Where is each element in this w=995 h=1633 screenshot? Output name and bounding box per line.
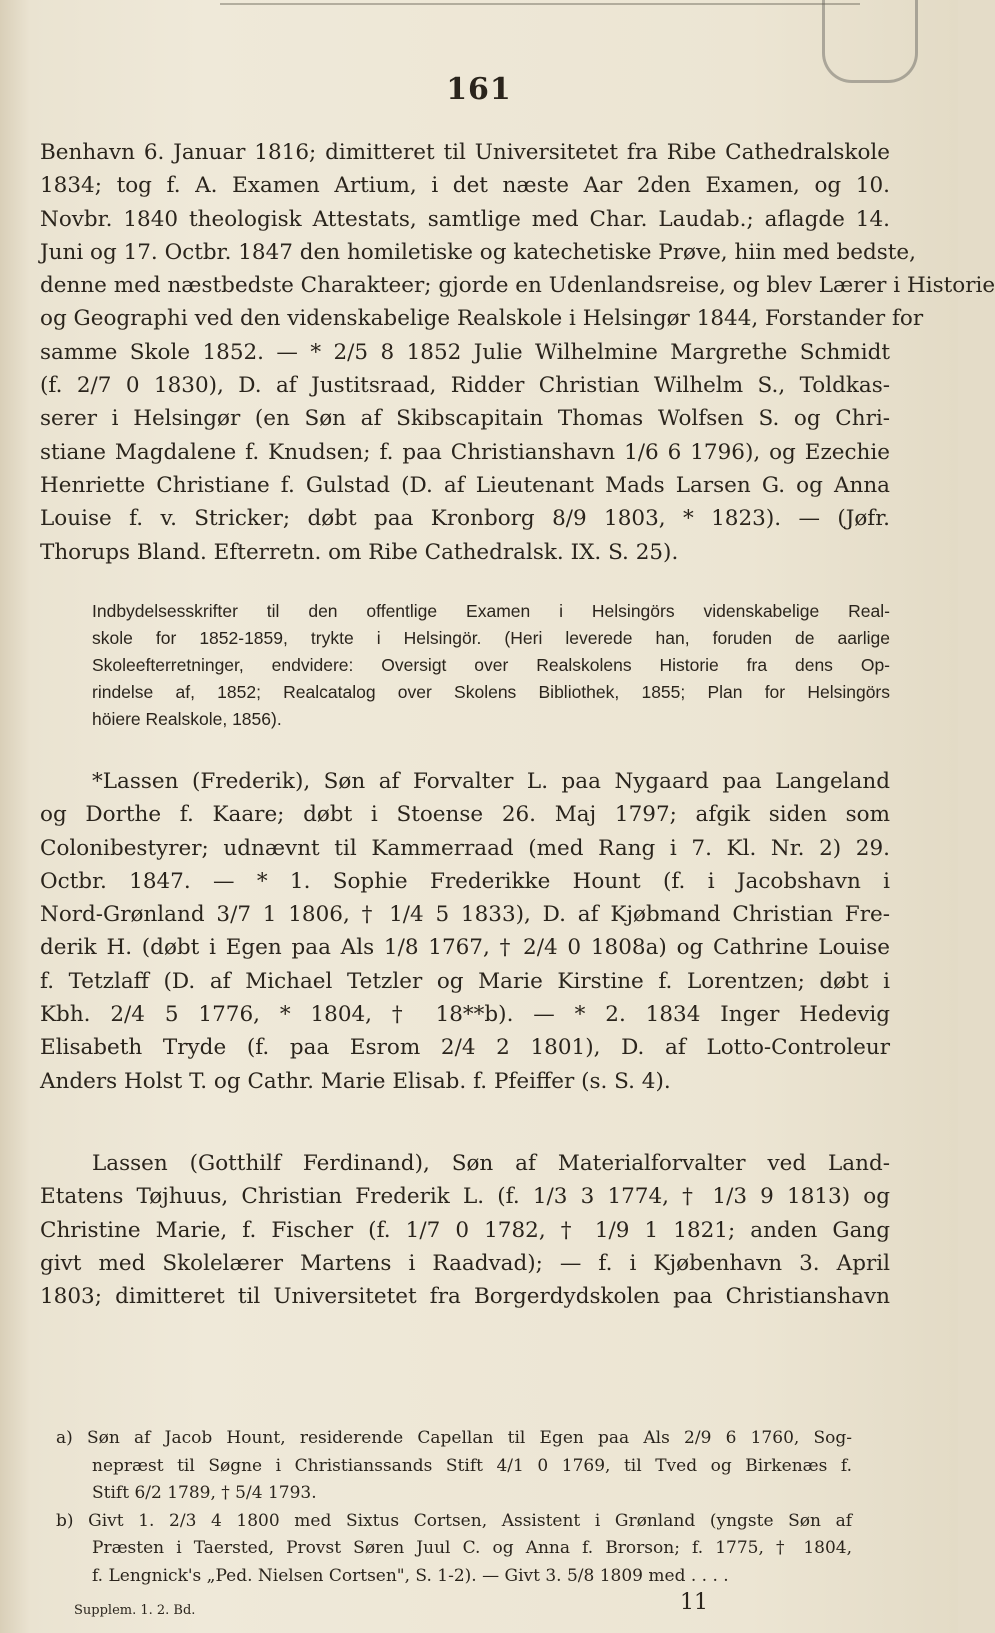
- footnote-line: Præsten i Taersted, Provst Søren Juul C. og Anna f. Brorson; f. 1775, † 1804,: [92, 1538, 852, 1558]
- entry-continuation: [40, 136, 995, 569]
- entry-heading-line: *Lassen (Frederik), Søn af Forvalter L. paa Nygaard paa Langeland: [92, 769, 890, 794]
- text-line: Novbr. 1840 theologisk Attestats, samtlige med Char. Laudab.; aflagde 14.: [40, 206, 890, 232]
- text-line: Colonibestyrer; udnævnt til Kammerraad (med Rang i 7. Kl. Nr. 2) 29.: [40, 835, 890, 861]
- text-line: og Dorthe f. Kaare; døbt i Stoense 26. Maj 1797; afgik siden som: [40, 802, 890, 828]
- text-line: (f. 2/7 0 1830), D. af Justitsraad, Ridder Christian Wilhelm S., Toldkas-: [40, 373, 890, 399]
- footnote-line: b) Givt 1. 2/3 4 1800 med Sixtus Cortsen, Assistent i Grønland (yngste Søn af: [56, 1510, 852, 1531]
- text-line: Juni og 17. Octbr. 1847 den homiletiske og katechetiske Prøve, hiin med bedste,: [40, 239, 916, 265]
- text-line: Louise f. v. Stricker; døbt paa Kronborg 8/9 1803, * 1823). — (Jøfr.: [40, 506, 890, 532]
- footnote-line: Stift 6/2 1789, † 5/4 1793.: [92, 1483, 317, 1503]
- biblio-line: Skoleefterretninger, endvidere: Oversigt over Realskolens Historie fra dens Op-: [92, 655, 890, 675]
- text-line: Henriette Christiane f. Gulstad (D. af Lieutenant Mads Larsen G. og Anna: [40, 472, 890, 498]
- text-line: 1834; tog f. A. Examen Artium, i det næste Aar 2den Examen, og 10.: [40, 173, 890, 199]
- text-line: Octbr. 1847. — * 1. Sophie Frederikke Hount (f. i Jacobshavn i: [40, 868, 890, 894]
- entry-lassen-gotthilf: [40, 1147, 890, 1313]
- text-line: derik H. (døbt i Egen paa Als 1/8 1767, † 2/4 0 1808a) og Cathrine Louise: [40, 935, 890, 961]
- biblio-line: Indbydelsesskrifter til den offentlige Examen i Helsingörs videnskabelige Real-: [92, 601, 890, 621]
- text-line: Kbh. 2/4 5 1776, * 1804, † 18**b). — * 2. 1834 Inger Hedevig: [40, 1002, 890, 1028]
- text-line: samme Skole 1852. — * 2/5 8 1852 Julie Wilhelmine Margrethe Schmidt: [40, 339, 890, 365]
- text-line: givt med Skolelærer Martens i Raadvad); — f. i Kjøbenhavn 3. April: [40, 1250, 890, 1276]
- text-line: Elisabeth Trydе (f. paa Esrom 2/4 2 1801), D. af Lotto-Controleur: [40, 1035, 890, 1061]
- bibliography-block: [92, 598, 890, 733]
- text-line: Thorups Bland. Efterretn. om Ribe Cathedralsk. IX. S. 25).: [40, 539, 679, 565]
- signature-mark: Supplem. 1. 2. Bd.: [74, 1603, 196, 1618]
- text-line: og Geographi ved den videnskabelige Realskole i Helsingør 1844, Forstander for: [40, 306, 924, 332]
- biblio-line: höiere Realskole, 1856).: [92, 709, 282, 729]
- footnote-line: nepræst til Søgne i Christianssands Stift 4/1 0 1769, til Tved og Birkenæs f.: [92, 1455, 852, 1476]
- text-line: 1803; dimitteret til Universitetet fra Borgerdydskolen paa Christianshavn: [40, 1284, 890, 1310]
- text-line: Nord-Grønland 3/7 1 1806, † 1/4 5 1833), D. af Kjøbmand Christian Fre-: [40, 902, 890, 928]
- text-line: denne med næstbedste Charakteer; gjorde en Udenlandsreise, og blev Lærer i Historie: [40, 273, 995, 299]
- footnote-line: f. Lengnick's „Ped. Nielsen Cortsen", S. 1-2). — Givt 3. 5/8 1809 med . . . .: [92, 1565, 729, 1586]
- text-line: Etatens Tøjhuus, Christian Frederik L. (f. 1/3 3 1774, † 1/3 9 1813) og: [40, 1184, 890, 1210]
- entry-lassen-frederik: [40, 765, 890, 1098]
- text-line: Benhavn 6. Januar 1816; dimitteret til Universitetet fra Ribe Cathedralskole: [40, 140, 890, 165]
- text-line: Anders Holst T. og Cathr. Marie Elisab. f. Pfeiffer (s. S. 4).: [40, 1068, 671, 1094]
- page-corner-mark: [822, 0, 918, 83]
- text-line: f. Tetzlaff (D. af Michael Tetzler og Marie Kirstine f. Lorentzen; døbt i: [40, 968, 890, 994]
- text-line: serer i Helsingør (en Søn af Skibscapitain Thomas Wolfsen S. og Chri-: [40, 406, 890, 432]
- page-number: 161: [446, 72, 512, 107]
- entry-heading-line: Lassen (Gotthilf Ferdinand), Søn af Materialforvalter ved Land-: [92, 1151, 890, 1176]
- sheet-number: 11: [680, 1590, 708, 1615]
- footnotes: [56, 1425, 852, 1590]
- biblio-line: skole for 1852-1859, trykte i Helsingör. (Heri leverede han, foruden de aarlige: [92, 628, 890, 648]
- top-edge-line: [220, 3, 860, 5]
- biblio-line: rindelse af, 1852; Realcatalog over Skolens Bibliothek, 1855; Plan for Helsingörs: [92, 682, 890, 702]
- text-line: stiane Magdalene f. Knudsen; f. paa Christianshavn 1/6 6 1796), og Ezechie: [40, 439, 890, 465]
- text-line: Christine Marie, f. Fischer (f. 1/7 0 1782, † 1/9 1 1821; anden Gang: [40, 1217, 890, 1243]
- footnote-line: a) Søn af Jacob Hount, residerende Capellan til Egen paa Als 2/9 6 1760, Sog-: [56, 1428, 852, 1448]
